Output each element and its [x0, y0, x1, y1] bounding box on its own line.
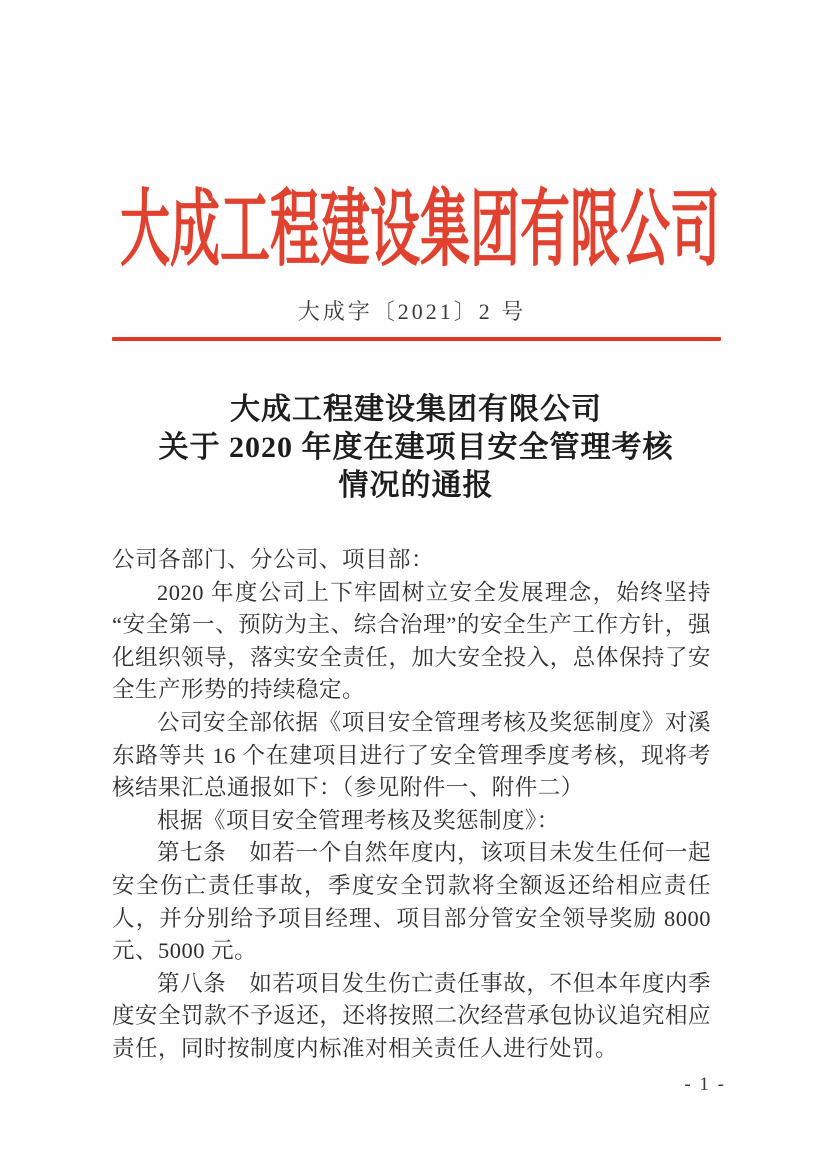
body-paragraph: 公司安全部依据《项目安全管理考核及奖惩制度》对溪东路等共 16 个在建项目进行了安全管理季度考核，现将考核结果汇总通报如下：（参见附件一、附件二） — [112, 709, 711, 801]
salutation: 公司各部门、分公司、项目部： — [112, 547, 435, 572]
document-title-line-1: 大成工程建设集团有限公司 — [230, 393, 602, 426]
document-title — [9, 391, 814, 505]
red-divider-rule — [112, 337, 721, 341]
document-body — [112, 544, 711, 1066]
body-paragraph: 根据《项目安全管理考核及奖惩制度》： — [157, 807, 560, 833]
document-title-line-3: 情况的通报 — [338, 469, 494, 502]
page-number: - 1 - — [684, 1074, 726, 1095]
body-paragraph: 第八条 如若项目发生伤亡责任事故，不但本年度内季度安全罚款不予返还，还将按照二次经营承包协议追究相应责任，同时按制度内标准对相关责任人进行处罚。 — [112, 970, 711, 1061]
document-number: 大成字〔2021〕2 号 — [297, 299, 527, 324]
letterhead-company-name: 大成工程建设集团有限公司 — [120, 182, 720, 277]
body-paragraph: 2020 年度公司上下牢固树立安全发展理念，始终坚持“安全第一、预防为主、综合治理”的安全生产工作方针，强化组织领导，落实安全责任，加大安全投入，总体保持了安全生产形势的持续稳定。 — [112, 579, 711, 703]
body-paragraph: 第七条 如若一个自然年度内，该项目未发生任何一起安全伤亡责任事故，季度安全罚款将全额返还给相应责任人，并分别给予项目经理、项目部分管安全领导奖励 8000 元、5000 元。 — [112, 840, 711, 964]
document-title-line-2: 关于 2020 年度在建项目安全管理考核 — [158, 431, 674, 464]
